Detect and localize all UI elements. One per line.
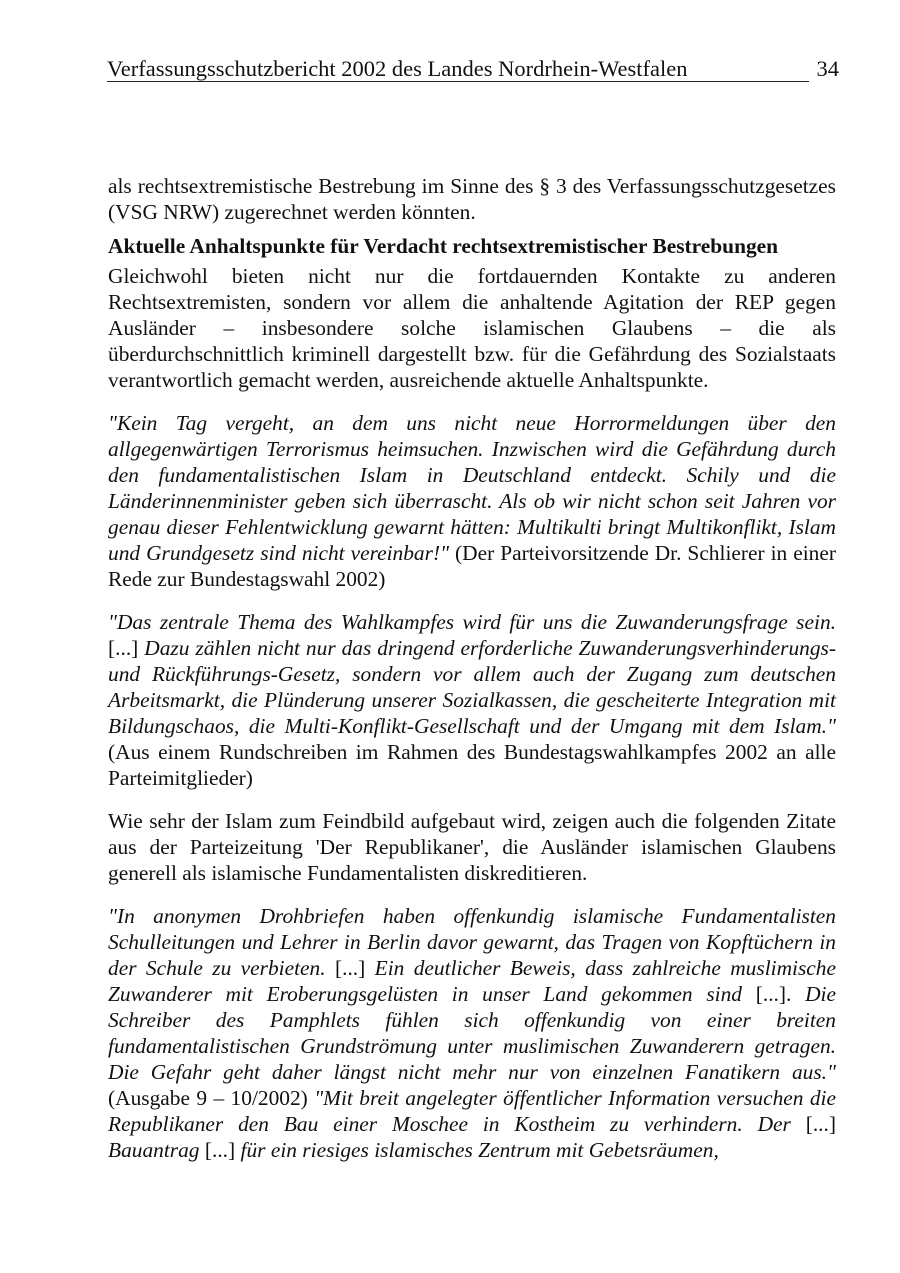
quote-rundschreiben (108, 609, 836, 791)
quote-ellipsis: [...] (108, 636, 145, 660)
page-body (108, 173, 836, 1180)
quote-text: für ein riesiges islamisches Zentrum mit Gebetsräumen, (240, 1138, 719, 1162)
quote-text: "Das zentrale Thema des Wahlkampfes wird für uns die Zuwanderungsfrage sein. (108, 610, 836, 634)
quote-text: Bauantrag (108, 1138, 200, 1162)
running-header (107, 56, 839, 82)
paragraph-anhaltspunkte: Gleichwohl bieten nicht nur die fortdauernden Kontakte zu anderen Rechtsextremisten, sondern vor allem die anhaltende Agitation der REP gegen Ausländer – insbesondere solche islamischen Glaubens – die als überdurchschnittlich kriminell dargestellt bzw. für die Gefährdung des Sozialstaats verantwortlich gemacht werden, ausreichende aktuelle Anhaltspunkte. (108, 264, 836, 392)
quote-schlierer (108, 410, 836, 592)
quote-ellipsis: [...]. (742, 982, 792, 1006)
paragraph-continuation: als rechtsextremistische Bestrebung im Sinne des § 3 des Verfassungsschutzgesetzes (VSG NRW) zugerechnet werden könnten. (108, 174, 836, 224)
header-title: Verfassungsschutzbericht 2002 des Landes Nordrhein-Westfalen (107, 56, 688, 81)
quote-text: "In anonymen Drohbriefen haben offenkundig islamische Fundamentalisten Schulleitungen und Lehrer in Berlin davor gewarnt, das Tragen von Kopftüchern in der Schule zu verbieten. (108, 904, 836, 980)
quote-source: (Ausgabe 9 – 10/2002) (108, 1086, 315, 1110)
quote-text: Dazu zählen nicht nur das dringend erforderliche Zuwanderungsverhinderungs- und Rückführungs-Gesetz, sondern vor allem auch der Zugang zum deutschen Arbeitsmarkt, die Plünderung unserer Sozialkassen, die gescheiterte Integration mit Bildungschaos, die Multi-Konflikt-Gesellschaft und der Umgang mit dem Islam." (108, 636, 837, 738)
quote-ellipsis: [...] (199, 1138, 241, 1162)
quote-ellipsis: [...] (790, 1112, 836, 1136)
quote-republikaner (108, 903, 836, 1163)
quote-text: "Mit breit angelegter öffentlicher Information versuchen die Republikaner den Bau einer Moschee in Kostheim zu verhindern. Der (108, 1086, 836, 1136)
quote-text: Die Schreiber des Pamphlets fühlen sich offenkundig von einer breiten fundamentalistischen Grundströmung unter muslimischen Zuwanderern getragen. Die Gefahr geht daher längst nicht mehr nur von einzelnen Fanatikern aus." (108, 982, 836, 1084)
page-number: 34 (816, 56, 839, 81)
section-heading: Aktuelle Anhaltspunkte für Verdacht rechtsextremistischer Bestrebungen (108, 234, 779, 258)
header-rule (107, 81, 809, 82)
quote-text: "Kein Tag vergeht, an dem uns nicht neue Horrormeldungen über den allgegenwärtigen Terrorismus heimsuchen. Inzwischen wird die Gefährdung durch den fundamentalistischen Islam in Deutschland entdeckt. Schily und die Länderinnenminister geben sich überrascht. Als ob wir nicht schon seit Jahren vor genau dieser Fehlentwicklung gewarnt hätten: Multikulti bringt Multikonflikt, Islam und Grundgesetz sind nicht vereinbar!" (108, 411, 836, 565)
quote-source: (Aus einem Rundschreiben im Rahmen des Bundestagswahlkampfes 2002 an alle Parteimitglieder) (108, 740, 836, 790)
quote-text: Ein deutlicher Beweis, dass zahlreiche muslimische Zuwanderer mit Eroberungsgelüsten in unser Land gekommen sind (108, 956, 836, 1006)
quote-ellipsis: [...] (325, 956, 375, 980)
paragraph-feindbild: Wie sehr der Islam zum Feindbild aufgebaut wird, zeigen auch die folgenden Zitate aus der Parteizeitung 'Der Republikaner', die Ausländer islamischen Glaubens generell als islamische Fundamentalisten diskreditieren. (108, 809, 836, 885)
quote-source: (Der Parteivorsitzende Dr. Schlierer in einer Rede zur Bundestagswahl 2002) (108, 541, 836, 591)
